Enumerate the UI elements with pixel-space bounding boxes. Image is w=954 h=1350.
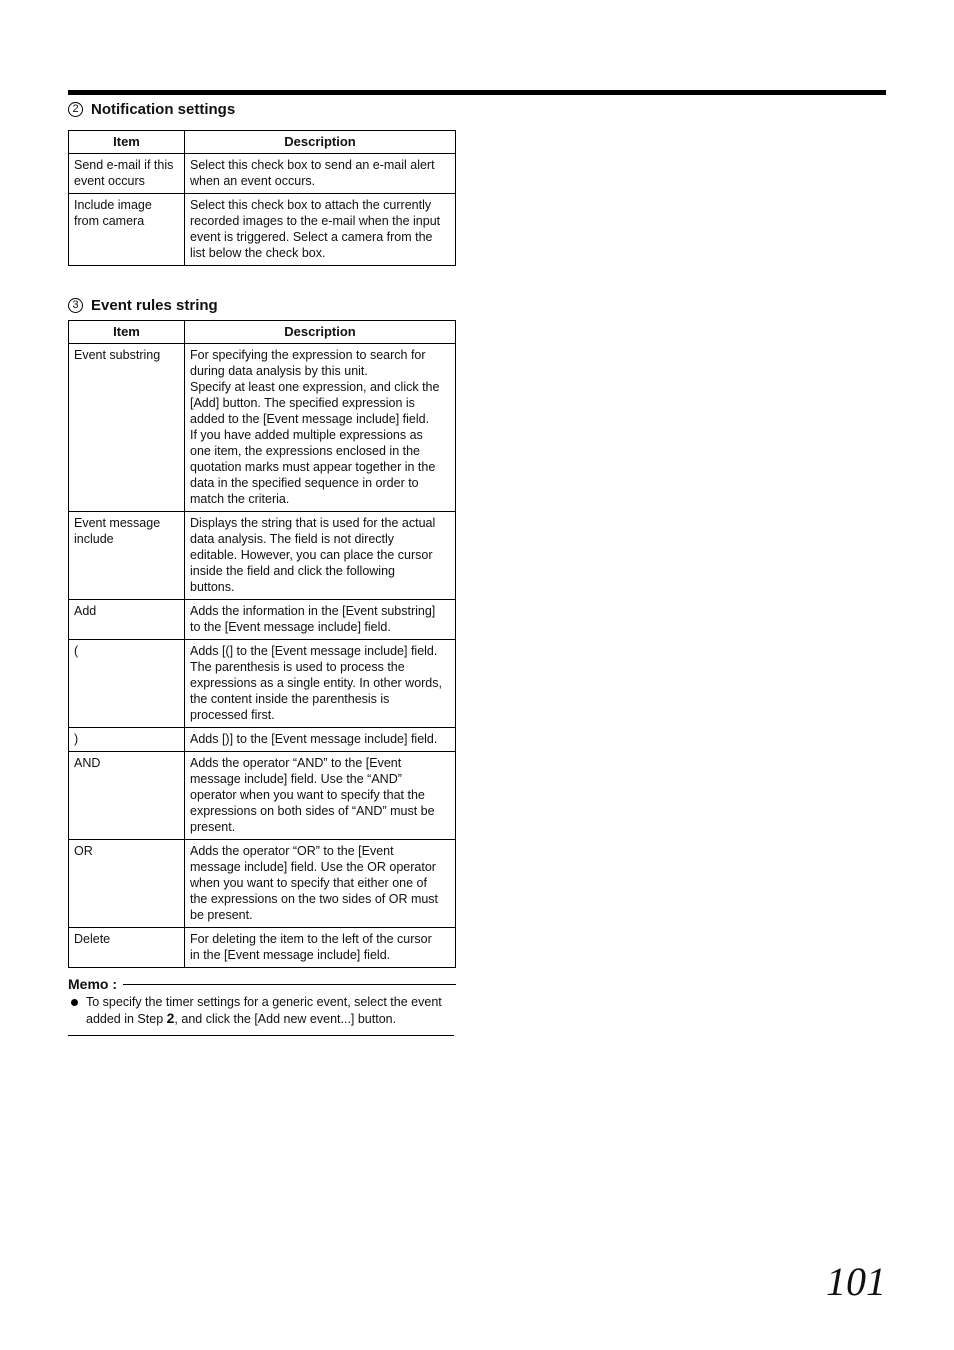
item-cell	[69, 344, 185, 512]
description-text: recorded images to the e-mail when the input	[190, 214, 441, 228]
description-cell	[185, 154, 456, 194]
section-number-badge: 2	[68, 102, 83, 117]
item-text: Event message	[74, 516, 161, 530]
memo-step-number: 2	[166, 1010, 175, 1026]
item-cell	[69, 154, 185, 194]
memo-box	[68, 976, 456, 1036]
description-text: Adds the information in the [Event substring]	[190, 604, 436, 618]
description-text: buttons.	[190, 580, 235, 594]
description-text: the content inside the parenthesis is	[190, 692, 390, 706]
bullet-icon	[71, 999, 78, 1006]
description-text: Adds [(] to the [Event message include] field.	[190, 644, 438, 658]
description-text: message include] field. Use the “AND”	[190, 772, 402, 786]
item-text: event occurs	[74, 174, 145, 188]
memo-item	[68, 994, 456, 1027]
item-text: Include image	[74, 198, 152, 212]
description-text: event is triggered. Select a camera from the	[190, 230, 433, 244]
description-text: Adds [)] to the [Event message include] field.	[190, 732, 438, 746]
section-heading-notification	[68, 98, 456, 120]
section-title: Event rules string	[91, 296, 218, 314]
description-cell	[185, 194, 456, 266]
description-text: For deleting the item to the left of the cursor	[190, 932, 432, 946]
table-row	[69, 194, 456, 266]
description-text: be present.	[190, 908, 253, 922]
description-text: [Add] button. The specified expression is	[190, 396, 415, 410]
description-cell	[185, 512, 456, 600]
memo-text-part: , and click the [Add new event...] button.	[174, 1012, 397, 1026]
page-number: 101	[826, 1259, 886, 1304]
section-title: Notification settings	[91, 100, 236, 118]
item-text: (	[74, 644, 79, 658]
description-cell	[185, 344, 456, 512]
description-text: processed first.	[190, 708, 275, 722]
description-text: added to the [Event message include] field.	[190, 412, 430, 426]
item-text: from camera	[74, 214, 145, 228]
description-text: inside the field and click the following	[190, 564, 395, 578]
table-row	[69, 600, 456, 640]
table-row	[69, 640, 456, 728]
table-body	[69, 344, 456, 968]
description-text: during data analysis by this unit.	[190, 364, 368, 378]
description-text: expressions on both sides of “AND” must be	[190, 804, 435, 818]
description-text: quotation marks must appear together in the	[190, 460, 436, 474]
column-header-description: Description	[185, 321, 456, 344]
description-text: data analysis. The field is not directly	[190, 532, 395, 546]
event-rules-table	[68, 320, 456, 968]
description-text: match the criteria.	[190, 492, 290, 506]
description-cell	[185, 640, 456, 728]
item-cell	[69, 600, 185, 640]
description-text: list below the check box.	[190, 246, 326, 260]
description-text: Adds the operator “AND” to the [Event	[190, 756, 402, 770]
table-row	[69, 840, 456, 928]
item-cell	[69, 728, 185, 752]
item-text: Delete	[74, 932, 111, 946]
description-text: when an event occurs.	[190, 174, 316, 188]
memo-text-part: To specify the timer settings for a generic event, select the event added in Step	[86, 995, 442, 1026]
item-text: Event substring	[74, 348, 161, 362]
description-text: when you want to specify that either one of	[190, 876, 427, 890]
description-text: For specifying the expression to search for	[190, 348, 426, 362]
item-cell	[69, 640, 185, 728]
item-cell	[69, 840, 185, 928]
memo-header	[68, 976, 456, 992]
table-row	[69, 154, 456, 194]
table-row	[69, 512, 456, 600]
item-text: OR	[74, 844, 93, 858]
description-text: the expressions on the two sides of OR must	[190, 892, 439, 906]
item-text: AND	[74, 756, 101, 770]
table-row	[69, 928, 456, 968]
item-cell	[69, 512, 185, 600]
item-text: Add	[74, 604, 97, 618]
item-text: )	[74, 732, 79, 746]
notification-settings-table	[68, 130, 456, 266]
item-cell	[69, 194, 185, 266]
column-header-item: Item	[69, 131, 185, 154]
description-text: present.	[190, 820, 236, 834]
description-text: in the [Event message include] field.	[190, 948, 391, 962]
section-number-badge: 3	[68, 298, 83, 313]
description-text: data in the specified sequence in order to	[190, 476, 419, 490]
memo-title: Memo :	[68, 976, 117, 992]
description-text: Select this check box to attach the currently	[190, 198, 432, 212]
description-text: Specify at least one expression, and click the	[190, 380, 440, 394]
description-text: The parenthesis is used to process the	[190, 660, 405, 674]
description-cell	[185, 928, 456, 968]
description-text: operator when you want to specify that the	[190, 788, 425, 802]
item-cell	[69, 752, 185, 840]
description-text: to the [Event message include] field.	[190, 620, 391, 634]
item-cell	[69, 928, 185, 968]
description-cell	[185, 728, 456, 752]
memo-text	[86, 994, 456, 1027]
description-cell	[185, 840, 456, 928]
memo-bottom-rule	[68, 1035, 454, 1036]
description-text: message include] field. Use the OR operator	[190, 860, 436, 874]
description-text: Displays the string that is used for the actual	[190, 516, 436, 530]
table-row	[69, 752, 456, 840]
content-column	[68, 98, 456, 1036]
table-row	[69, 728, 456, 752]
memo-divider	[123, 984, 456, 985]
description-text: Adds the operator “OR” to the [Event	[190, 844, 394, 858]
description-text: expressions as a single entity. In other words,	[190, 676, 442, 690]
table-body	[69, 154, 456, 266]
table-row	[69, 344, 456, 512]
item-text: Send e-mail if this	[74, 158, 174, 172]
description-cell	[185, 752, 456, 840]
description-cell	[185, 600, 456, 640]
column-header-description: Description	[185, 131, 456, 154]
description-text: editable. However, you can place the cursor	[190, 548, 433, 562]
description-text: one item, the expressions enclosed in the	[190, 444, 420, 458]
description-text: Select this check box to send an e-mail alert	[190, 158, 435, 172]
column-header-item: Item	[69, 321, 185, 344]
section-heading-event-rules	[68, 294, 456, 316]
top-rule	[68, 90, 886, 95]
description-text: If you have added multiple expressions as	[190, 428, 423, 442]
item-text: include	[74, 532, 114, 546]
